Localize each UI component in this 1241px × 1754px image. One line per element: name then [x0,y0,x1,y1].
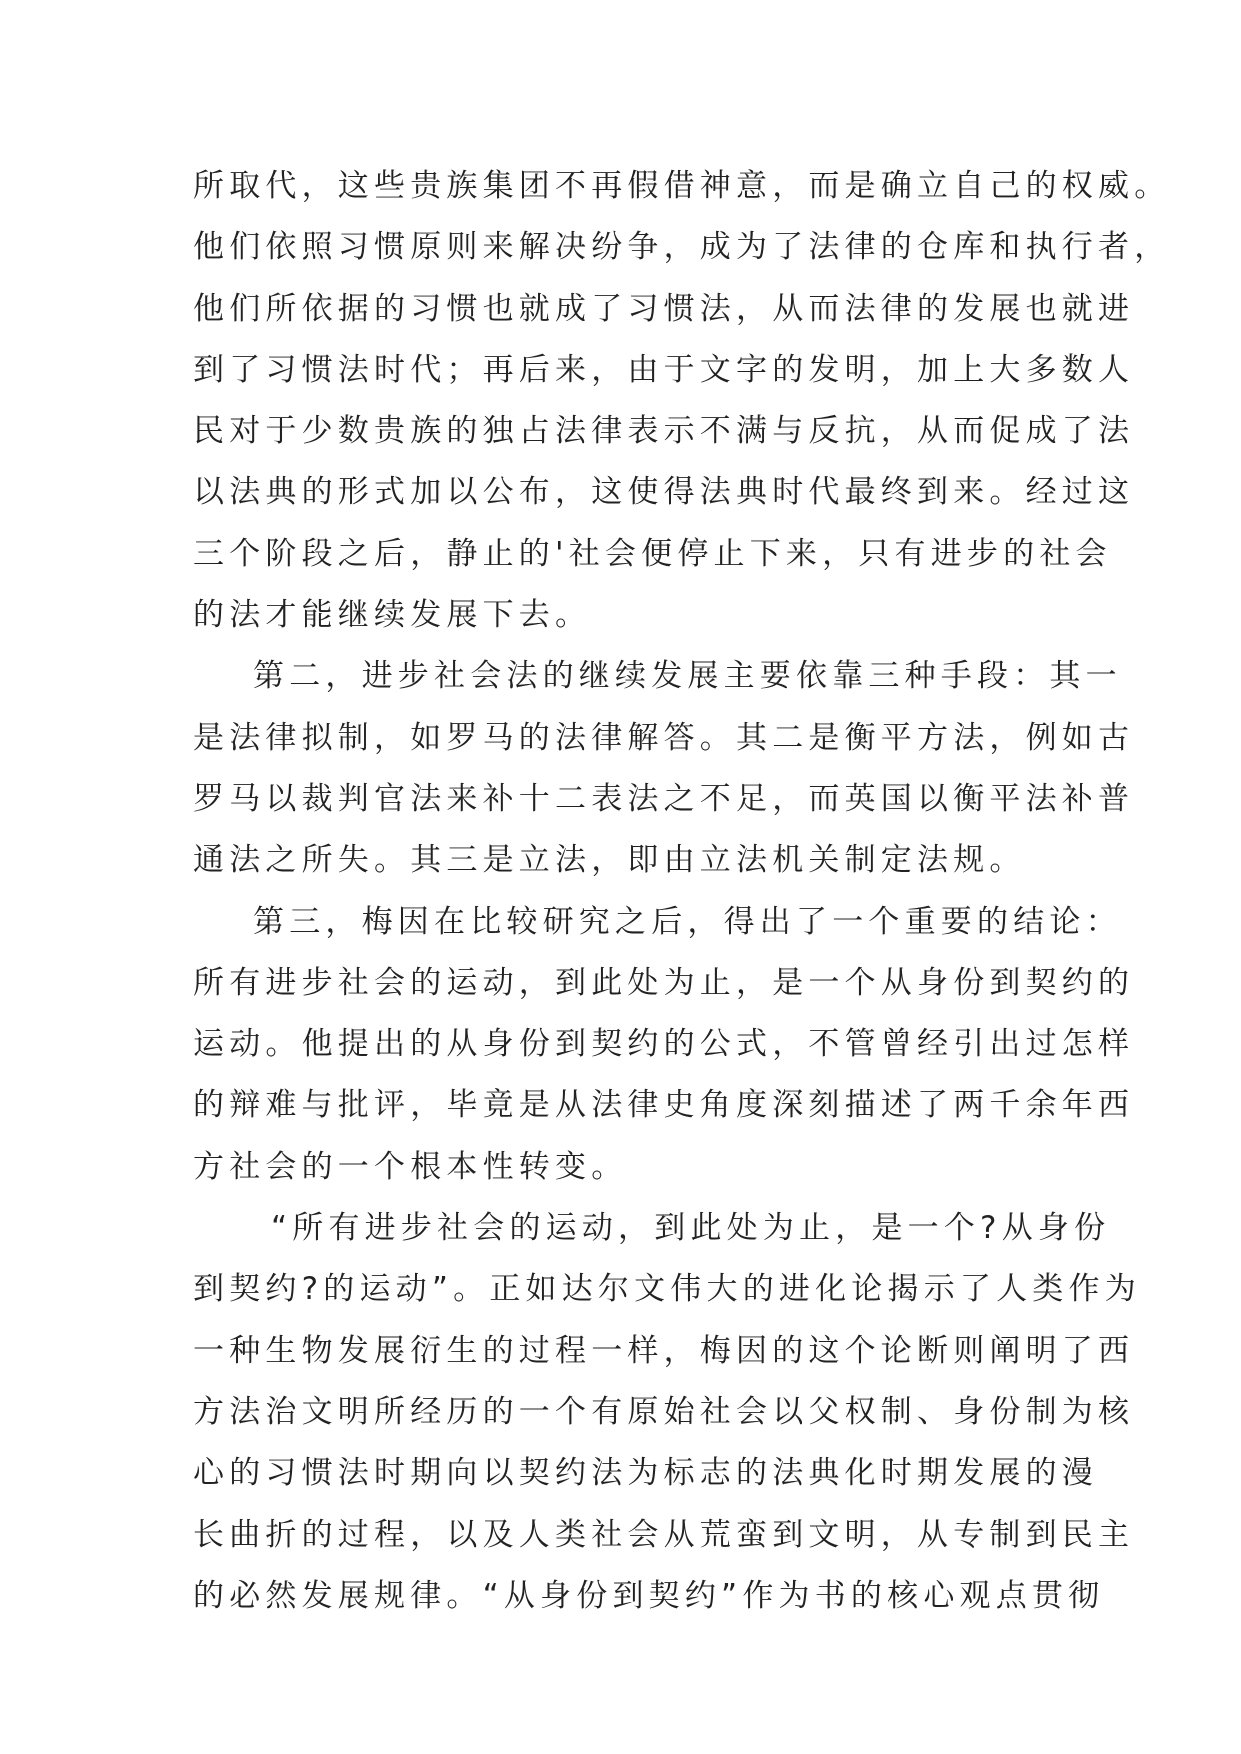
text-line: 的辩难与批评，毕竟是从法律史角度深刻描述了两千余年西 [193,1087,1135,1124]
text-line: 民对于少数贵族的独占法律表示不满与反抗，从而促成了法 [193,413,1135,450]
text-line: 到契约?的运动”。正如达尔文伟大的进化论揭示了人类作为 [193,1271,1141,1308]
text-line: 通法之所失。其三是立法，即由立法机关制定法规。 [193,842,1026,879]
paragraph-start-line: “所有进步社会的运动，到此处为止，是一个?从身份 [271,1210,1111,1247]
text-line: 的必然发展规律。“从身份到契约”作为书的核心观点贯彻 [193,1577,1105,1614]
paragraph-start-line: 第二，进步社会法的继续发展主要依靠三种手段：其一 [253,658,1122,695]
text-line: 所有进步社会的运动，到此处为止，是一个从身份到契约的 [193,964,1135,1001]
text-line: 他们所依据的习惯也就成了习惯法，从而法律的发展也就进 [193,290,1135,327]
text-line: 长曲折的过程，以及人类社会从荒蛮到文明，从专制到民主 [193,1516,1135,1553]
text-line: 到了习惯法时代；再后来，由于文字的发明，加上大多数人 [193,351,1135,388]
text-line: 方法治文明所经历的一个有原始社会以父权制、身份制为核 [193,1393,1135,1430]
text-line: 以法典的形式加以公布，这使得法典时代最终到来。经过这 [193,474,1135,511]
text-line: 所取代，这些贵族集团不再假借神意，而是确立自己的权威。 [193,168,1171,204]
text-line: 罗马以裁判官法来补十二表法之不足，而英国以衡平法补普 [193,780,1135,817]
text-line: 的法才能继续发展下去。 [193,597,592,634]
text-line: 是法律拟制，如罗马的法律解答。其二是衡平方法，例如古 [193,719,1135,756]
body-text [193,156,1171,1627]
text-line: 方社会的一个根本性转变。 [193,1148,628,1185]
text-line: 一种生物发展衍生的过程一样，梅因的这个论断则阐明了西 [193,1332,1135,1369]
text-line: 心的习惯法时期向以契约法为标志的法典化时期发展的漫 [193,1455,1098,1492]
text-line: 他们依照习惯原则来解决纷争，成为了法律的仓库和执行者， [193,229,1171,266]
paragraph-start-line: 第三，梅因在比较研究之后，得出了一个重要的结论： [253,903,1122,940]
text-line: 运动。他提出的从身份到契约的公式，不管曾经引出过怎样 [193,1026,1135,1063]
text-line: 三个阶段之后，静止的'社会便停止下来，只有进步的社会 [193,535,1112,572]
